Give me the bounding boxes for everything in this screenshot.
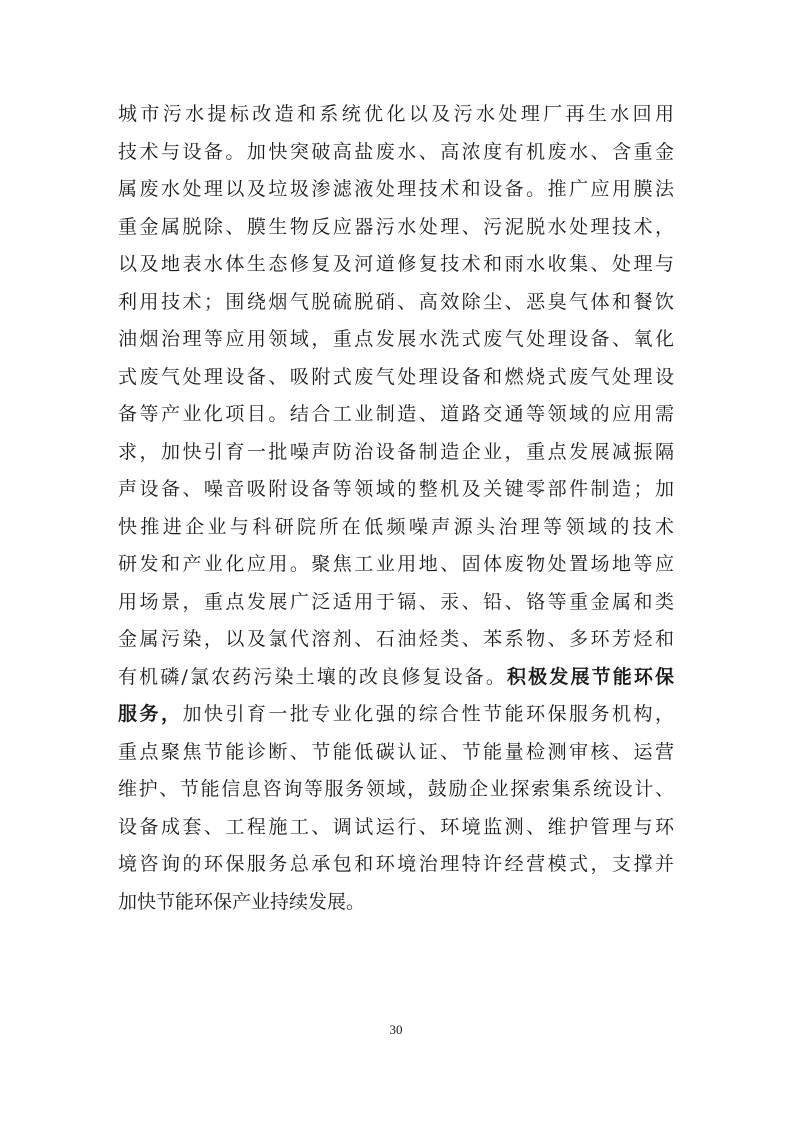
text-line: 属废水处理以及垃圾渗滤液处理技术和设备。推广应用膜法 — [118, 178, 674, 200]
text-line: 利用技术；围绕烟气脱硫脱硝、高效除尘、恶臭气体和餐饮 — [118, 290, 674, 313]
text-line: 技术与设备。加快突破高盐废水、高浓度有机废水、含重金 — [118, 140, 674, 163]
text-line: 以及地表水体生态修复及河道修复技术和雨水收集、处理与 — [118, 253, 674, 275]
text-normal: 有机磷/氯农药污染土壤的改良修复设备。 — [118, 665, 508, 688]
text-normal: 加快引育一批专业化强的综合性节能环保服务机构， — [182, 703, 674, 725]
body-paragraph — [118, 96, 674, 921]
text-line: 油烟治理等应用领域，重点发展水洗式废气处理设备、氧化 — [118, 328, 674, 350]
text-line: 备等产业化项目。结合工业制造、道路交通等领域的应用需 — [118, 403, 674, 425]
text-line: 用场景，重点发展广泛适用于镉、汞、铅、铬等重金属和类 — [118, 590, 674, 613]
text-line: 维护、节能信息咨询等服务领域，鼓励企业探索集系统设计、 — [118, 778, 674, 800]
text-bold-heading: 积极发展节能环保 — [507, 665, 674, 688]
text-line: 快推进企业与科研院所在低频噪声源头治理等领域的技术 — [118, 515, 674, 538]
page-number: 30 — [389, 1022, 403, 1037]
text-line: 境咨询的环保服务总承包和环境治理特许经营模式，支撑并 — [118, 853, 674, 875]
text-line: 加快节能环保产业持续发展。 — [118, 890, 366, 913]
text-line: 声设备、噪音吸附设备等领域的整机及关键零部件制造；加 — [118, 478, 674, 500]
text-line: 研发和产业化应用。聚焦工业用地、固体废物处置场地等应 — [118, 553, 674, 575]
text-line-mixed — [118, 659, 674, 697]
text-line: 设备成套、工程施工、调试运行、环境监测、维护管理与环 — [118, 815, 674, 838]
text-line-mixed — [118, 696, 674, 734]
text-line: 城市污水提标改造和系统优化以及污水处理厂再生水回用 — [118, 103, 674, 125]
text-line: 金属污染，以及氯代溶剂、石油烃类、苯系物、多环芳烃和 — [118, 628, 674, 650]
text-line: 重金属脱除、膜生物反应器污水处理、污泥脱水处理技术， — [118, 215, 674, 238]
text-line: 式废气处理设备、吸附式废气处理设备和燃烧式废气处理设 — [118, 365, 674, 388]
text-bold-heading: 服务， — [118, 703, 183, 725]
text-line: 重点聚焦节能诊断、节能低碳认证、节能量检测审核、运营 — [118, 740, 674, 763]
text-line: 求，加快引育一批噪声防治设备制造企业，重点发展减振隔 — [118, 440, 674, 463]
